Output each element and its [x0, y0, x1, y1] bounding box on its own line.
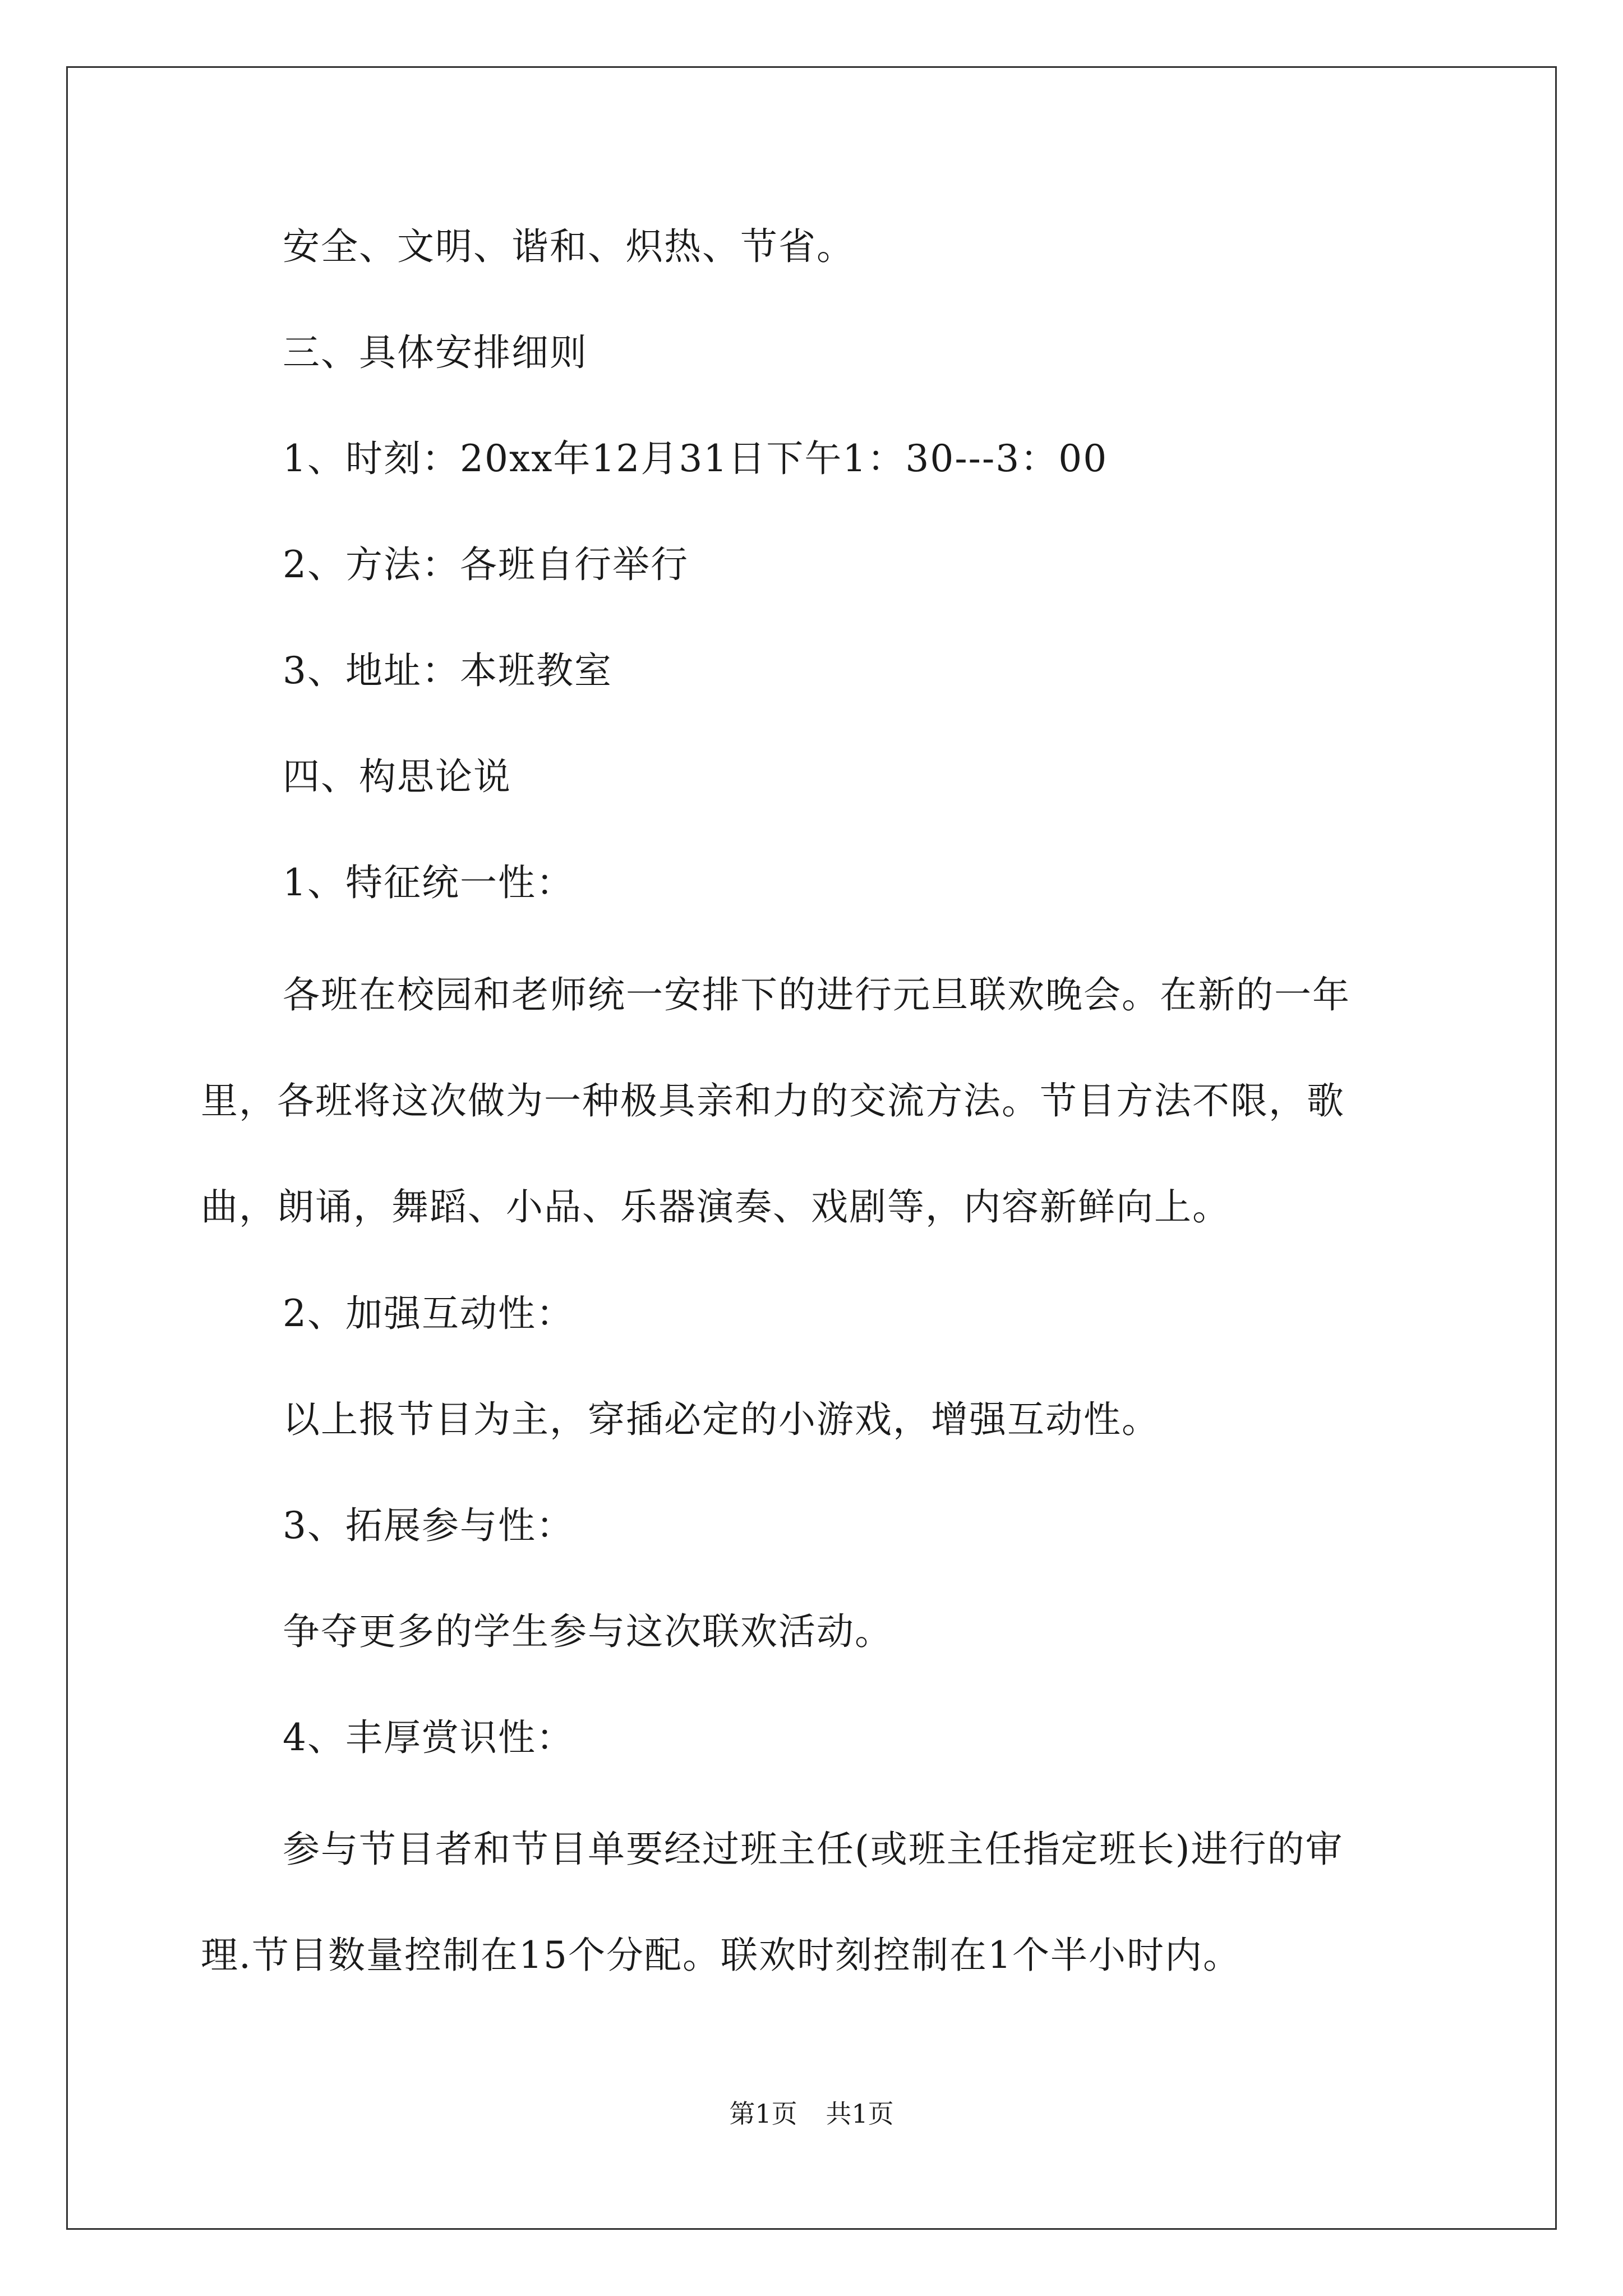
text-line: 以上报节目为主，穿插必定的小游戏，增强互动性。 — [283, 1398, 1160, 1441]
text-line: 各班在校园和老师统一安排下的进行元旦联欢晚会。在新的一年 — [283, 973, 1350, 1016]
page-total: 共1页 — [826, 2099, 894, 2129]
text-line: 2、方法：各班自行举行 — [283, 543, 689, 586]
text-line: 理.节目数量控制在15个分配。联欢时刻控制在1个半小时内。 — [201, 1934, 1241, 1977]
text-line: 曲，朗诵，舞蹈、小品、乐器演奏、戏剧等，内容新鲜向上。 — [201, 1185, 1230, 1228]
text-line: 参与节目者和节目单要经过班主任(或班主任指定班长)进行的审 — [283, 1828, 1344, 1871]
text-line: 1、时刻：20xx年12月31日下午1：30---3：00 — [283, 437, 1108, 480]
subheading: 2、加强互动性： — [283, 1292, 574, 1335]
section-heading: 四、构思论说 — [283, 755, 511, 798]
page-number: 第1页 — [729, 2099, 797, 2129]
subheading: 4、丰厚赏识性： — [283, 1716, 574, 1759]
page-footer — [0, 2097, 1623, 2131]
section-heading: 三、具体安排细则 — [283, 331, 588, 374]
text-line: 争夺更多的学生参与这次联欢活动。 — [283, 1610, 893, 1653]
text-line: 里，各班将这次做为一种极具亲和力的交流方法。节目方法不限，歌 — [201, 1079, 1345, 1122]
page-border — [66, 66, 1557, 2230]
subheading: 1、特征统一性： — [283, 861, 574, 904]
subheading: 3、拓展参与性： — [283, 1504, 574, 1547]
text-line: 安全、文明、谐和、炽热、节省。 — [283, 225, 855, 268]
text-line: 3、地址：本班教室 — [283, 649, 612, 692]
